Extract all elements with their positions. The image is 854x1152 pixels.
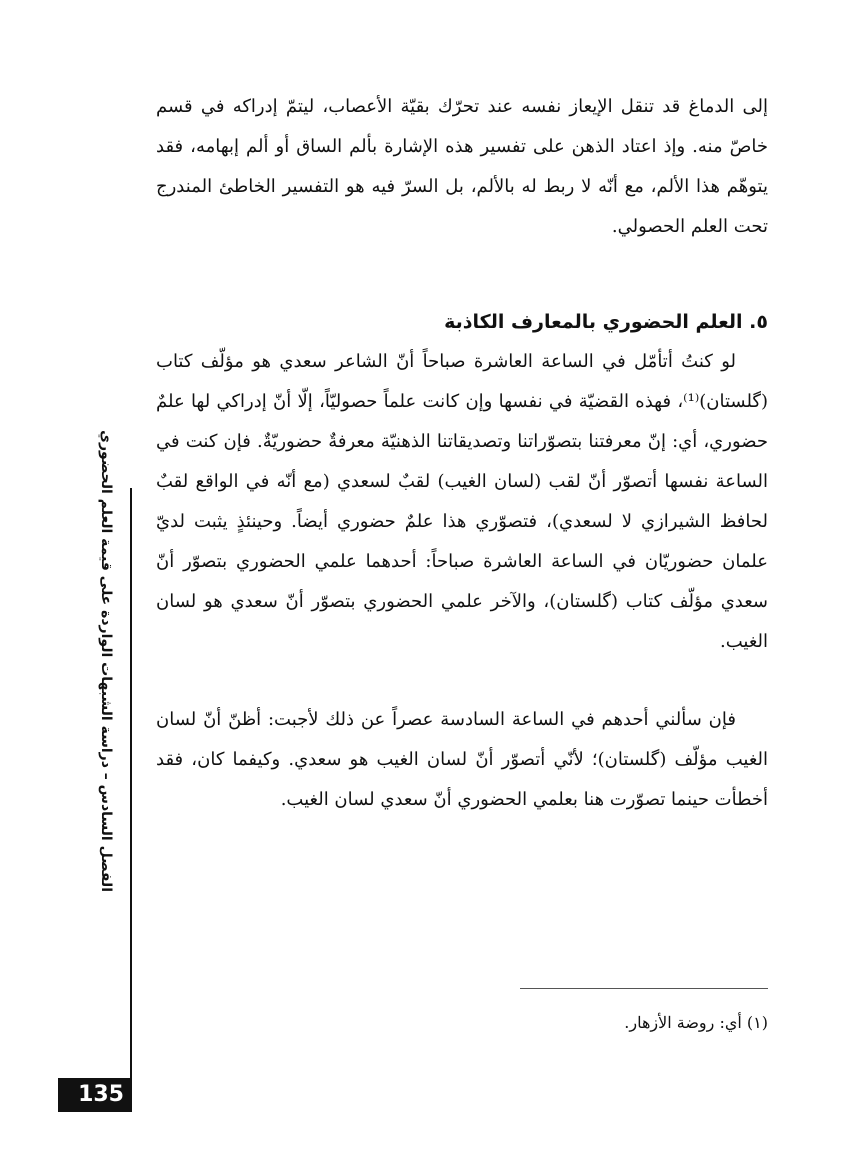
running-header: [96, 62, 142, 892]
footnote: (١) أي: روضة الأزهار.: [624, 1013, 768, 1032]
section-title: ٥. العلم الحضوري بالمعارف الكاذبة: [444, 311, 768, 333]
page-number: 135: [58, 1078, 132, 1112]
footnote-divider: [520, 988, 768, 989]
running-header-text: الفصل السادس – دراسة الشبهات الواردة على قيمة العلم الحضوري: [98, 430, 114, 892]
paragraph-2: [156, 342, 768, 662]
paragraph-1-text: إلى الدماغ قد تنقل الإيعاز نفسه عند تحرّك بقيّة الأعصاب، ليتمّ إدراكه في قسم خاصّ منه. وإذ اعتاد الذهن على تفسير هذه الإشارة بألم الساق أو ألم إبهامه، فقد يتوهّم هذا الألم، مع أنّه لا ربط له بالألم، بل السرّ فيه هو التفسير الخاطئ المندرج تحت العلم الحصولي.: [156, 96, 768, 237]
margin-rule: [130, 488, 132, 1078]
paragraph-3: [156, 700, 768, 820]
paragraph-2-text: لو كنتُ أتأمّل في الساعة العاشرة صباحاً أنّ الشاعر سعدي هو مؤلّف كتاب (گلستان)⁽¹⁾، فهذه القضيّة في نفسها وإن كانت علماً حصوليّاً، إلّا أنّ إدراكي لها علمٌ حضوري، أي: إنّ معرفتنا بتصوّراتنا وتصديقاتنا الذهنيّة معرفةٌ حضوريّةٌ. فإن كنت في الساعة نفسها أتصوّر أنّ لقب (لسان الغيب) لقبٌ لسعدي (مع أنّه في الواقع لقبٌ لحافظ الشيرازي لا لسعدي)، فتصوّري هذا علمٌ حضوري أيضاً. وحينئذٍ يثبت لديّ علمان حضوريّان في الساعة العاشرة صباحاً: أحدهما علمي الحضوري بتصوّر أنّ سعدي مؤلّف كتاب (گلستان)، والآخر علمي الحضوري بتصوّر أنّ سعدي هو لسان الغيب.: [156, 351, 768, 652]
paragraph-3-text: فإن سألني أحدهم في الساعة السادسة عصراً عن ذلك لأجبت: أظنّ أنّ لسان الغيب مؤلّف (گلستان)؛ لأنّي أتصوّر أنّ لسان الغيب هو سعدي. وكيفما كان، فقد أخطأت حينما تصوّرت هنا بعلمي الحضوري أنّ سعدي لسان الغيب.: [156, 709, 768, 810]
paragraph-1: [156, 87, 768, 247]
